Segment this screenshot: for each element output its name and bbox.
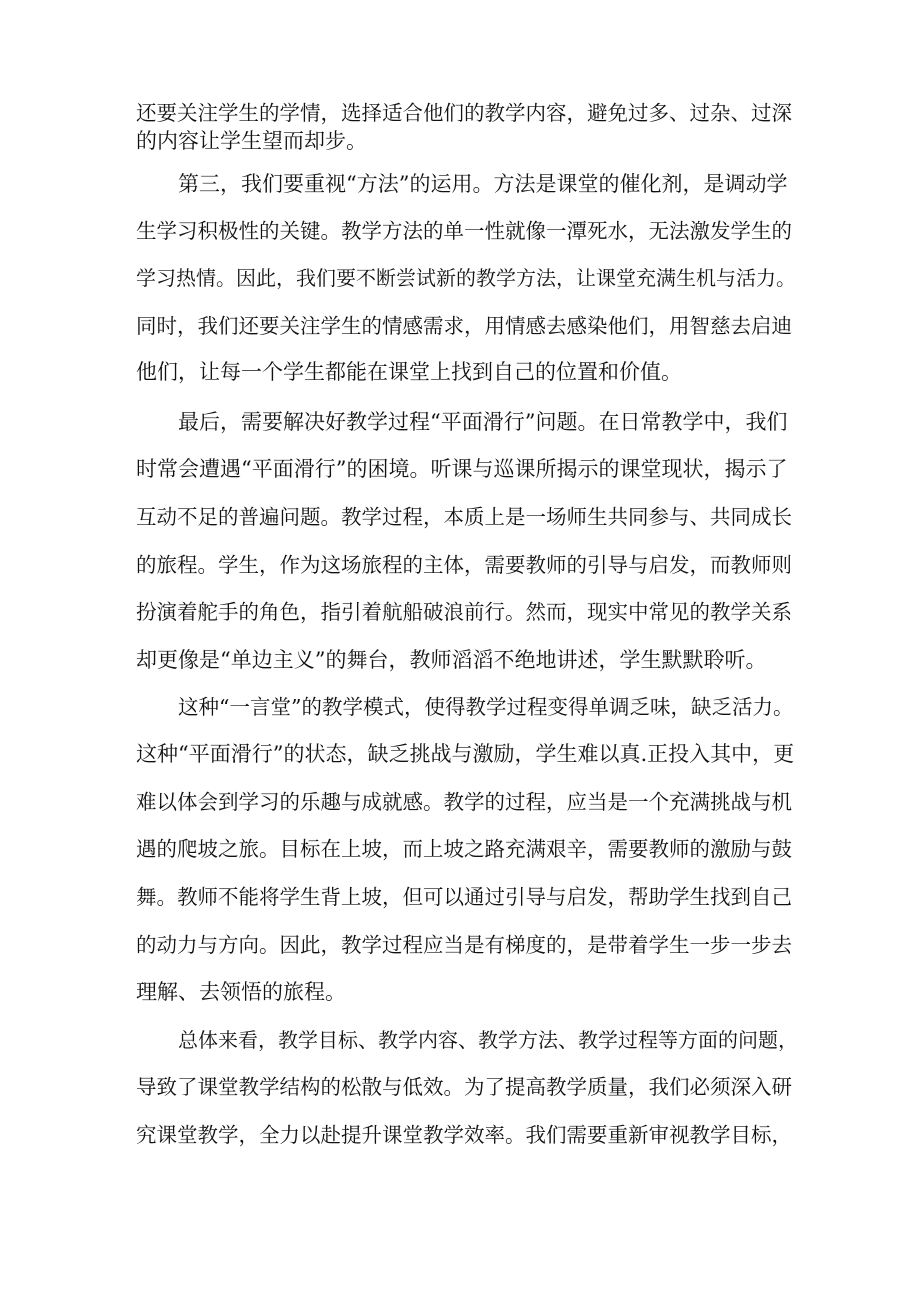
text-line: 这种“一言堂”的教学模式，使得教学过程变得单调乏味，缺乏活力。: [178, 695, 794, 719]
text-line: 舞。教师不能将学生背上坡，但可以通过引导与启发，帮助学生找到自己: [136, 885, 792, 909]
text-line: 的内容让学生望而却步。: [136, 129, 367, 153]
text-line: 学习热情。因此，我们要不断尝试新的教学方法，让课堂充满生机与活力。: [136, 266, 796, 290]
text-line: 的动力与方向。因此，教学过程应当是有梯度的，是带着学生一步一步去: [136, 933, 792, 957]
text-line: 理解、去领悟的旅程。: [136, 980, 346, 1004]
text-line: 最后，需要解决好教学过程“平面滑行”问题。在日常教学中，我们: [178, 410, 788, 434]
text-line: 导致了课堂教学结构的松散与低效。为了提高教学质量，我们必须深入研: [136, 1075, 792, 1099]
text-line: 互动不足的普遍问题。教学过程，本质上是一场师生共同参与、共同成长: [136, 505, 792, 529]
text-line: 的旅程。学生，作为这场旅程的主体，需要教师的引导与启发，而教师则: [136, 553, 792, 577]
text-line: 究课堂教学，全力以赴提升课堂教学效率。我们需要重新审视教学目标，: [136, 1123, 792, 1147]
text-line: 却更像是“单边主义”的舞台，教师滔滔不绝地讲述，学生默默聆听。: [136, 648, 767, 672]
text-line: 同时，我们还要关注学生的情感需求，用情感去感染他们，用智慈去启迪: [136, 314, 792, 338]
text-line: 总体来看，教学目标、教学内容、教学方法、教学过程等方面的问题，: [178, 1028, 798, 1052]
text-line: 生学习积极性的关键。教学方法的单一性就像一潭死水，无法激发学生的: [136, 219, 792, 243]
text-line: 扮演着舵手的角色，指引着航船破浪前行。然而，现实中常见的教学关系: [136, 600, 792, 624]
text-line: 还要关注学生的学情，选择适合他们的教学内容，避免过多、过杂、过深: [136, 101, 792, 125]
text-line: 他们，让每一个学生都能在课堂上找到自己的位置和价值。: [136, 360, 682, 384]
text-line: 遇的爬坡之旅。目标在上坡，而上坡之路充满艰辛，需要教师的激励与鼓: [136, 837, 792, 861]
text-line: 第三，我们要重视“方法”的运用。方法是课堂的催化剂，是调动学: [178, 172, 788, 196]
text-line: 时常会遭遇“平面滑行”的困境。听课与巡课所揭示的课堂现状，揭示了: [136, 457, 788, 481]
text-line: 难以体会到学习的乐趣与成就感。教学的过程，应当是一个充满挑战与机: [136, 790, 792, 814]
text-line: 这种“平面滑行”的状态，缺乏挑战与激励，学生难以真.正投入其中，更: [136, 742, 795, 766]
